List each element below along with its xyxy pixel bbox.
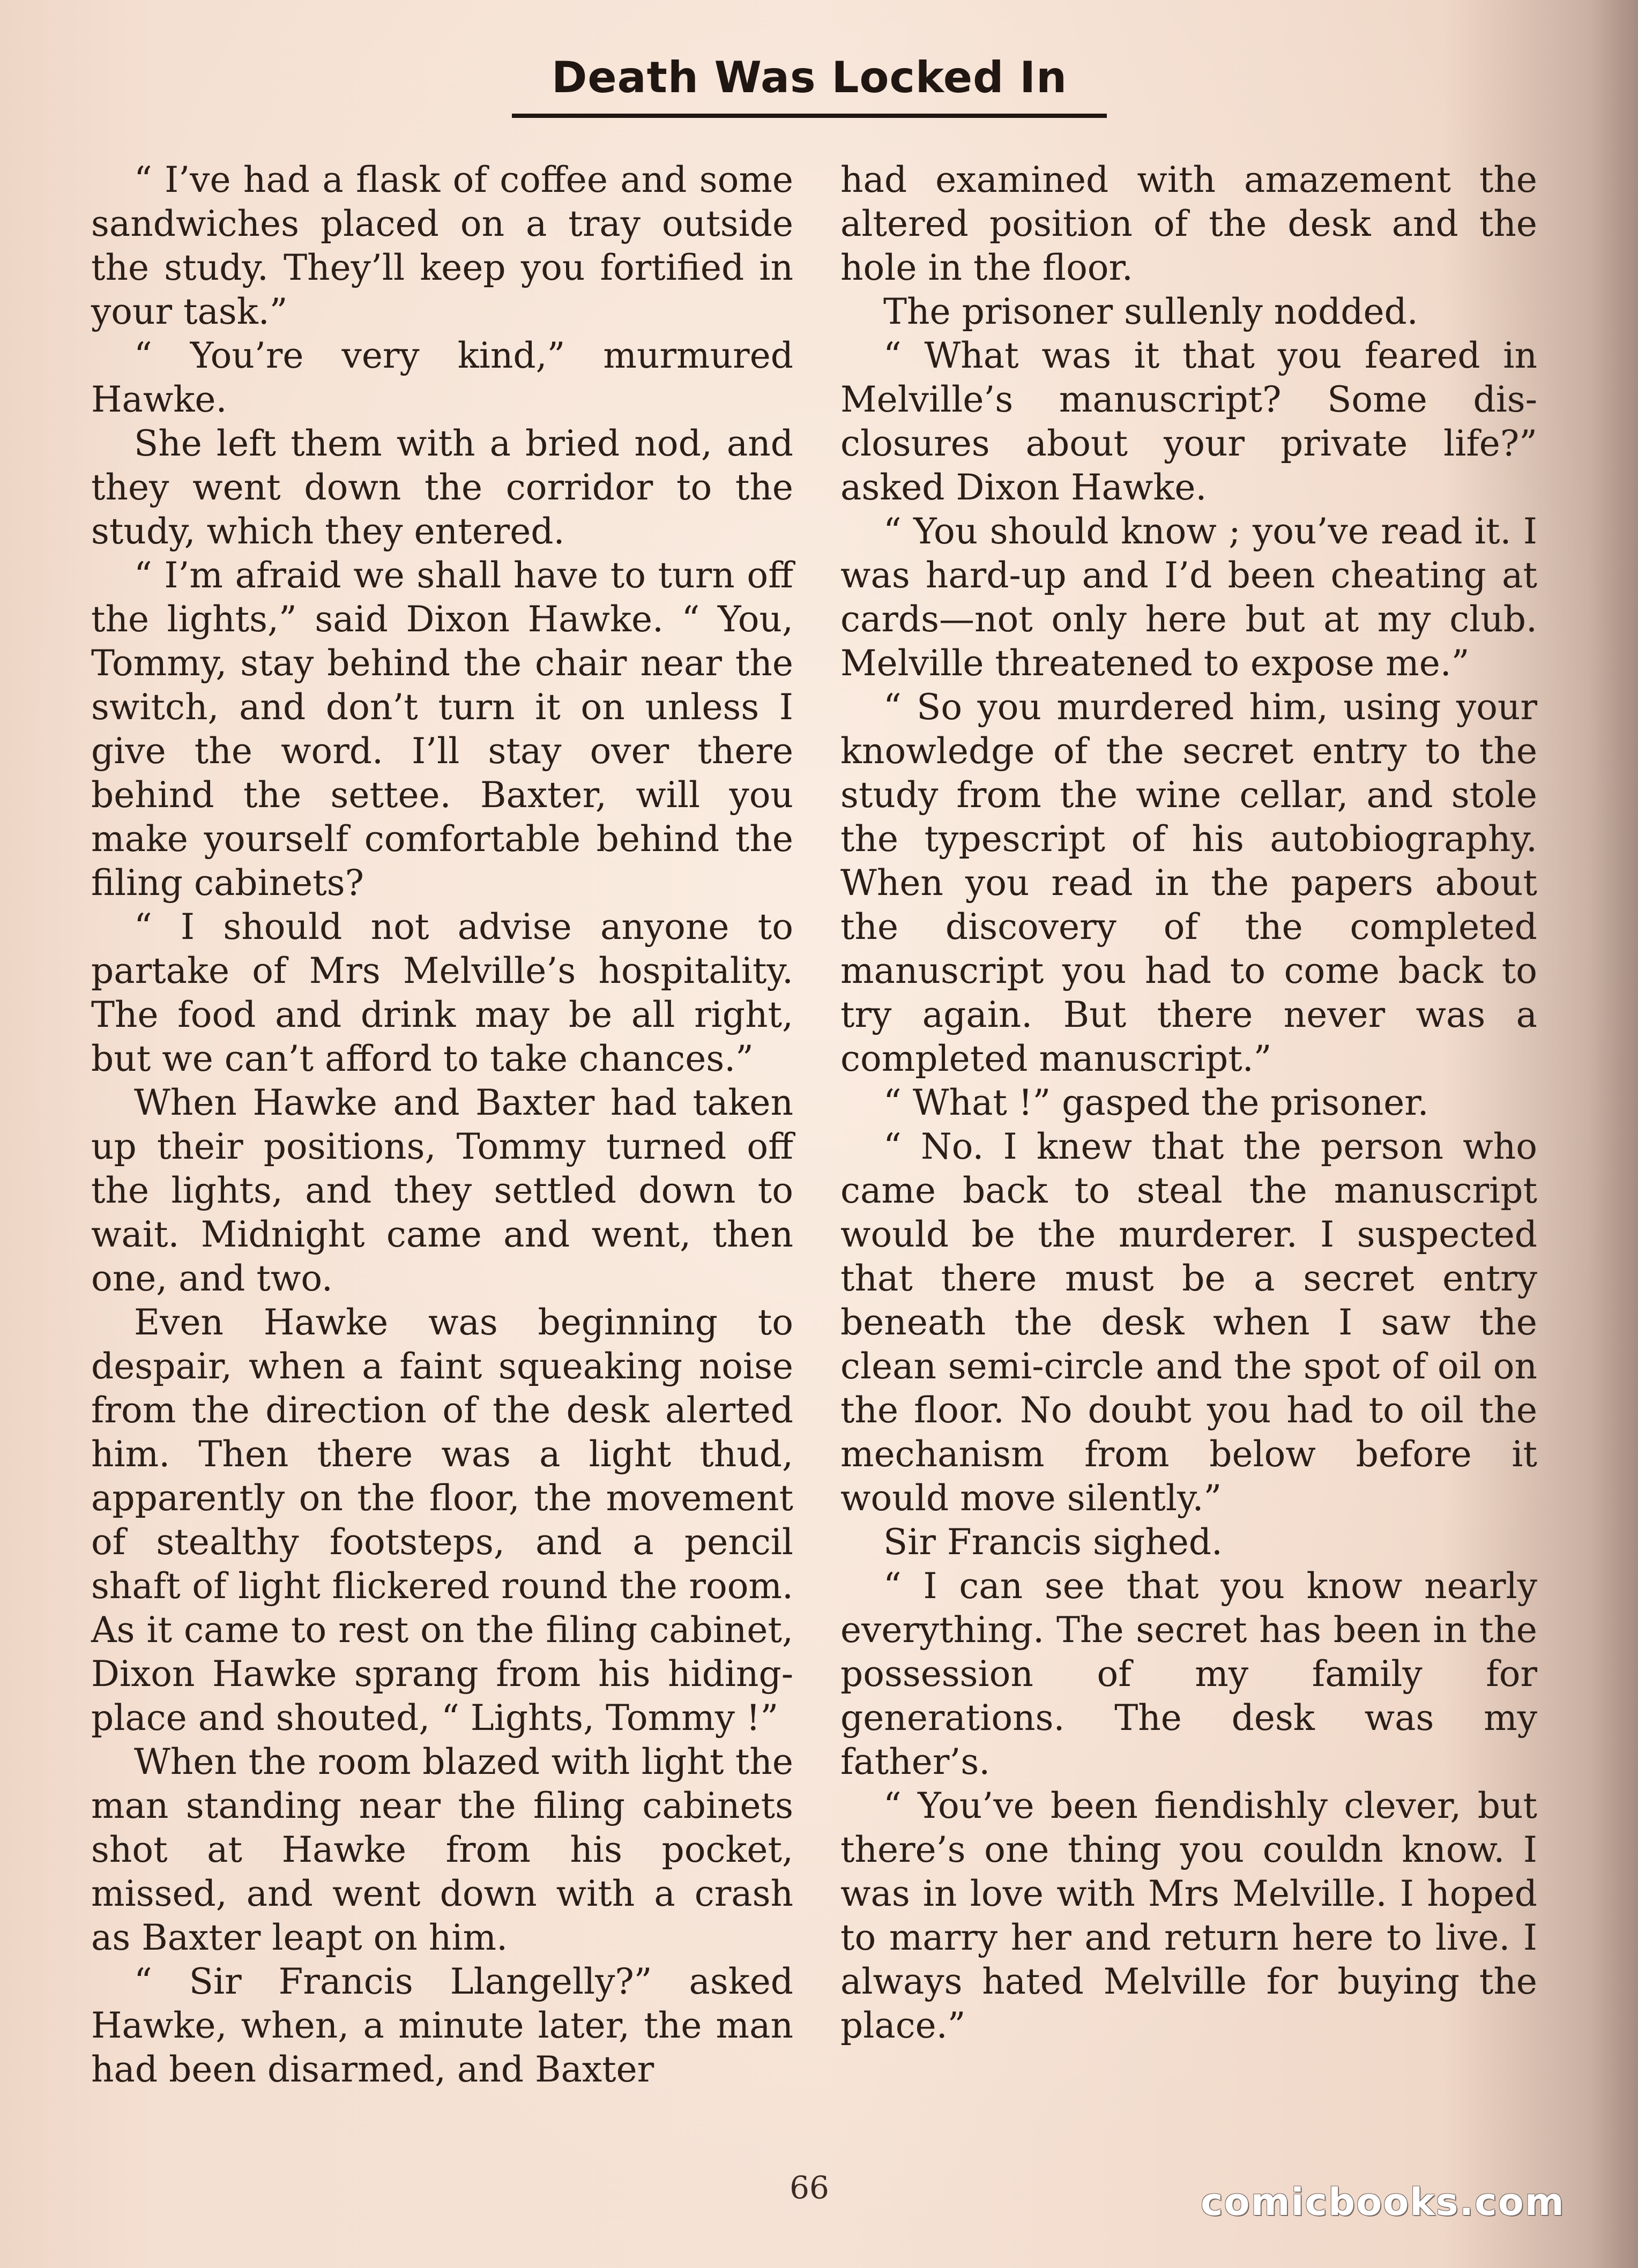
- page-title: Death Was Locked In: [551, 53, 1068, 102]
- page-number: 66: [790, 2169, 829, 2206]
- left-column-paragraph: “ I should not advise anyone to partake of Mrs Melville’s hospitality. The food and drink may be all right, but we can’t afford to take chances.”: [91, 906, 793, 1079]
- right-column-paragraph: “ What was it that you feared in Melville’s manuscript? Some disclosures about your private life?” asked Dixon Hawke.: [840, 335, 1537, 508]
- right-column-paragraph: had examined with amazement the altered position of the desk and the hole in the floor.: [840, 159, 1537, 288]
- right-column-paragraph: Sir Francis sighed.: [883, 1521, 1223, 1563]
- left-column-paragraph: “ Sir Francis Llangelly?” asked Hawke, when, a minute later, the man had been disarmed, and Baxter: [91, 1961, 793, 2090]
- left-column-paragraph: Even Hawke was beginning to despair, when a faint squeaking noise from the direction of the desk alerted him. Then there was a light thud, apparently on the floor, the movement of stealthy footsteps, and a pencil shaft of light flickered round the room. As it came to rest on the filing cabinet, Dixon Hawke sprang from his hiding-place and shouted, “ Lights, Tommy !”: [91, 1302, 793, 1739]
- title-underline: [512, 114, 1107, 118]
- right-column-paragraph: “ You should know ; you’ve read it. I was hard-up and I’d been cheating at cards—not only here but at my club. Melville threatened to expose me.”: [840, 511, 1537, 684]
- right-column-paragraph: “ So you murdered him, using your knowledge of the secret entry to the study from the wine cellar, and stole the typescript of his autobiography. When you read in the papers about the discovery of the completed manuscript you had to come back to try again. But there never was a completed manuscript.”: [840, 687, 1537, 1079]
- watermark-logo: comicbooks.com: [1201, 2180, 1565, 2224]
- left-column-paragraph: “ I’ve had a flask of coffee and some sandwiches placed on a tray outside the study. They’ll keep you fortified in your task.”: [91, 159, 793, 332]
- right-column-paragraph: “ What !” gasped the prisoner.: [883, 1082, 1429, 1123]
- right-column-paragraph: “ I can see that you know nearly everything. The secret has been in the possession of my family for generations. The desk was my father’s.: [840, 1565, 1537, 1782]
- left-text-column: [91, 158, 793, 2092]
- left-column-paragraph: She left them with a bried nod, and they went down the corridor to the study, which they entered.: [91, 423, 793, 552]
- left-column-paragraph: When Hawke and Baxter had taken up their positions, Tommy turned off the lights, and they settled down to wait. Midnight came and went, then one, and two.: [91, 1082, 793, 1299]
- right-text-column: [840, 158, 1537, 2048]
- right-column-paragraph: “ No. I knew that the person who came back to steal the manuscript would be the murderer. I suspected that there must be a secret entry beneath the desk when I saw the clean semi-circle and the spot of oil on the floor. No doubt you had to oil the mechanism from below before it would move silently.”: [840, 1126, 1537, 1519]
- left-column-paragraph: “ I’m afraid we shall have to turn off the lights,” said Dixon Hawke. “ You, Tommy, stay behind the chair near the switch, and don’t turn it on unless I give the word. I’ll stay over there behind the settee. Baxter, will you make yourself comfortable behind the filing cabinets?: [91, 555, 793, 904]
- right-column-paragraph: The prisoner sullenly nodded.: [883, 291, 1418, 332]
- left-column-paragraph: “ You’re very kind,” murmured Hawke.: [91, 335, 793, 420]
- left-column-paragraph: When the room blazed with light the man standing near the filing cabinets shot at Hawke from his pocket, missed, and went down with a crash as Baxter leapt on him.: [91, 1741, 793, 1958]
- right-column-paragraph: “ You’ve been fiendishly clever, but there’s one thing you couldn know. I was in love with Mrs Melville. I hoped to marry her and return here to live. I always hated Melville for buying the place.”: [840, 1785, 1537, 2046]
